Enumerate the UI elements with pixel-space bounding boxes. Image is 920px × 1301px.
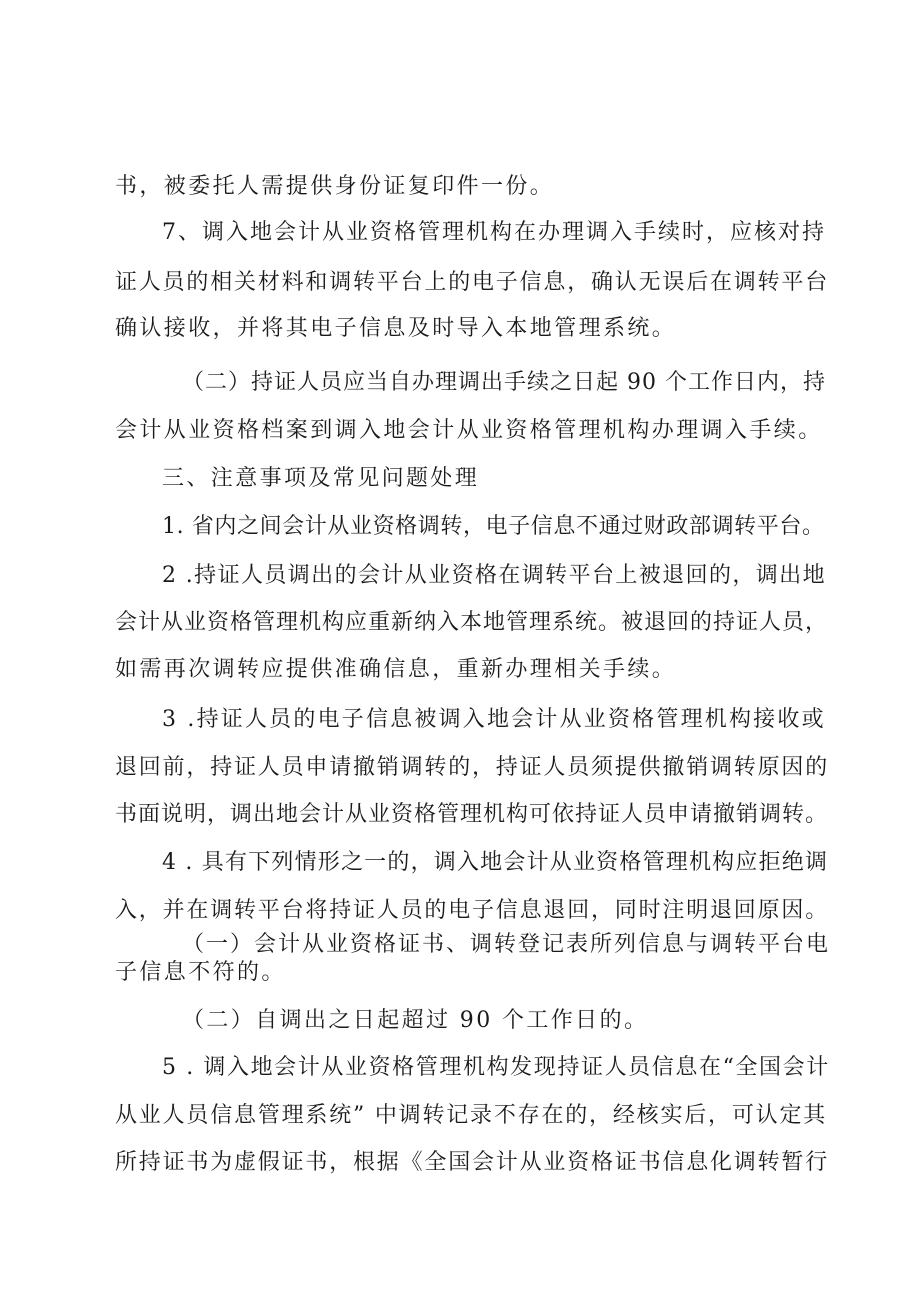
text-line: 5 . 调入地会计从业资格管理机构发现持证人员信息在“全国会计 bbox=[162, 1055, 830, 1080]
text-line: （一）会计从业资格证书、调转登记表所列信息与调转平台电 bbox=[182, 932, 831, 957]
text-line: 会计从业资格管理机构应重新纳入本地管理系统。被退回的持证人员， bbox=[115, 610, 829, 635]
text-line: 确认接收，并将其电子信息及时导入本地管理系统。 bbox=[115, 316, 677, 341]
text-line: 从业人员信息管理系统” 中调转记录不存在的，经核实后，可认定其 bbox=[115, 1103, 828, 1128]
text-line: 3 .持证人员的电子信息被调入地会计从业资格管理机构接收或 bbox=[162, 707, 826, 732]
text-line: 如需再次调转应提供准确信息，重新办理相关手续。 bbox=[115, 657, 677, 682]
text-line: 4 . 具有下列情形之一的，调入地会计从业资格管理机构应拒绝调 bbox=[162, 850, 829, 875]
text-line: 7、调入地会计从业资格管理机构在办理调入手续时，应核对持 bbox=[162, 220, 826, 245]
text-line: 1. 省内之间会计从业资格调转，电子信息不通过财政部调转平台。 bbox=[162, 514, 825, 539]
text-line: 入，并在调转平台将持证人员的电子信息退回，同时注明退回原因。 bbox=[115, 898, 830, 923]
text-line: （二）持证人员应当自办理调出手续之日起 90 个工作日内，持 bbox=[182, 370, 826, 395]
text-line: 2 .持证人员调出的会计从业资格在调转平台上被退回的，调出地 bbox=[162, 563, 826, 588]
text-line: 退回前，持证人员申请撤销调转的，持证人员须提供撤销调转原因的 bbox=[115, 755, 830, 780]
text-line: 所持证书为虚假证书，根据《全国会计从业资格证书信息化调转暂行 bbox=[115, 1150, 830, 1175]
text-line: 书，被委托人需提供身份证复印件一份。 bbox=[115, 174, 555, 199]
text-line: 书面说明，调出地会计从业资格管理机构可依持证人员申请撤销调转。 bbox=[115, 802, 829, 827]
text-line: （二）自调出之日起超过 90 个工作日的。 bbox=[182, 1008, 649, 1033]
text-line: 证人员的相关材料和调转平台上的电子信息，确认无误后在调转平台 bbox=[115, 270, 830, 295]
text-line: 子信息不符的。 bbox=[115, 960, 286, 985]
text-line: 会计从业资格档案到调入地会计从业资格管理机构办理调入手续。 bbox=[115, 418, 823, 443]
section-heading: 三、注意事项及常见问题处理 bbox=[162, 466, 480, 491]
